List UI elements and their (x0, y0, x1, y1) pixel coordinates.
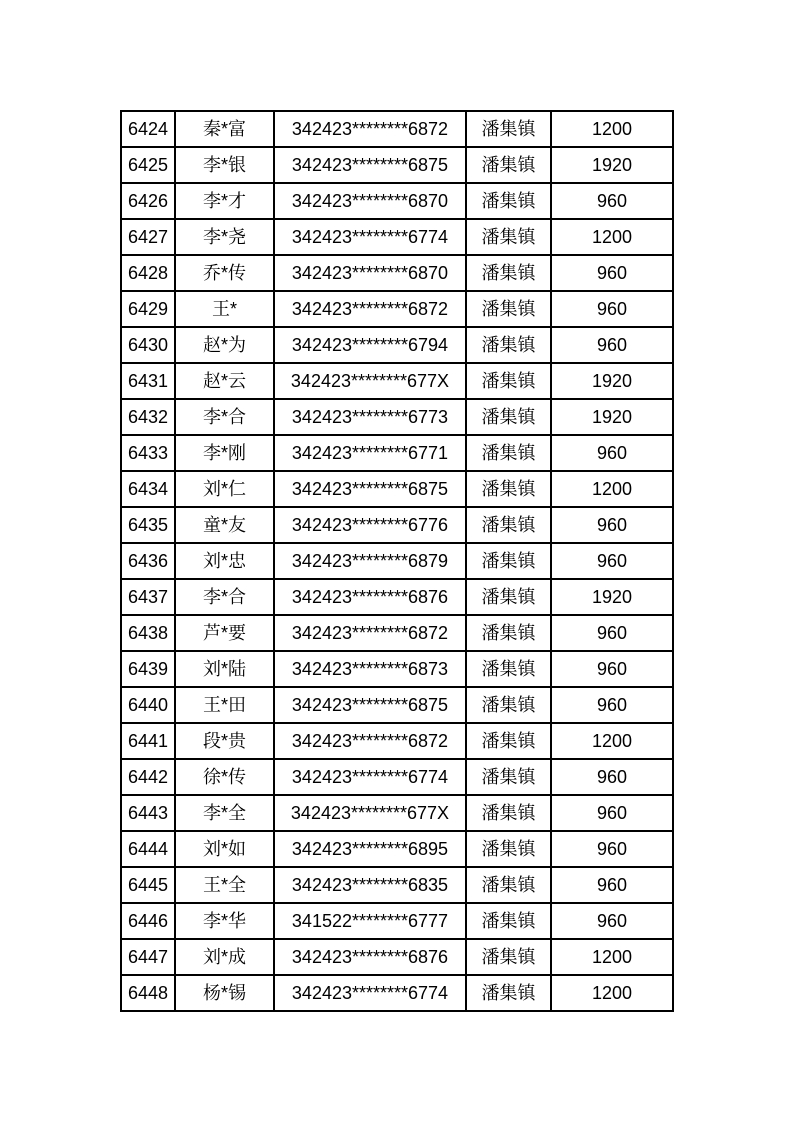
cell-serial: 6428 (121, 255, 175, 291)
cell-amount: 960 (551, 867, 673, 903)
cell-town: 潘集镇 (466, 399, 551, 435)
cell-id-number: 342423********6872 (274, 723, 466, 759)
cell-name: 刘*成 (175, 939, 274, 975)
cell-amount: 960 (551, 831, 673, 867)
cell-name: 童*友 (175, 507, 274, 543)
table-row (121, 291, 673, 327)
table-row (121, 543, 673, 579)
cell-id-number: 342423********6774 (274, 975, 466, 1011)
table-row (121, 399, 673, 435)
cell-amount: 960 (551, 615, 673, 651)
cell-town: 潘集镇 (466, 219, 551, 255)
cell-id-number: 342423********6872 (274, 111, 466, 147)
cell-serial: 6441 (121, 723, 175, 759)
cell-id-number: 342423********6875 (274, 147, 466, 183)
cell-name: 王*全 (175, 867, 274, 903)
cell-name: 李*合 (175, 579, 274, 615)
cell-serial: 6426 (121, 183, 175, 219)
cell-serial: 6446 (121, 903, 175, 939)
cell-name: 赵*云 (175, 363, 274, 399)
cell-serial: 6429 (121, 291, 175, 327)
cell-amount: 960 (551, 327, 673, 363)
table-row (121, 435, 673, 471)
table-row (121, 903, 673, 939)
cell-id-number: 342423********6771 (274, 435, 466, 471)
cell-name: 赵*为 (175, 327, 274, 363)
cell-town: 潘集镇 (466, 939, 551, 975)
cell-amount: 1920 (551, 579, 673, 615)
cell-serial: 6439 (121, 651, 175, 687)
cell-id-number: 342423********677X (274, 363, 466, 399)
cell-amount: 960 (551, 255, 673, 291)
cell-name: 杨*锡 (175, 975, 274, 1011)
cell-amount: 1920 (551, 363, 673, 399)
cell-amount: 960 (551, 903, 673, 939)
cell-town: 潘集镇 (466, 867, 551, 903)
cell-amount: 1200 (551, 219, 673, 255)
cell-amount: 1200 (551, 723, 673, 759)
table-row (121, 795, 673, 831)
table-row (121, 183, 673, 219)
table-row (121, 471, 673, 507)
cell-amount: 960 (551, 507, 673, 543)
beneficiary-table (120, 110, 674, 1012)
cell-serial: 6443 (121, 795, 175, 831)
table-row (121, 831, 673, 867)
cell-id-number: 342423********6879 (274, 543, 466, 579)
cell-town: 潘集镇 (466, 543, 551, 579)
table-row (121, 939, 673, 975)
cell-name: 秦*富 (175, 111, 274, 147)
cell-id-number: 342423********6872 (274, 291, 466, 327)
cell-amount: 960 (551, 291, 673, 327)
cell-serial: 6430 (121, 327, 175, 363)
cell-name: 李*银 (175, 147, 274, 183)
cell-serial: 6432 (121, 399, 175, 435)
cell-serial: 6442 (121, 759, 175, 795)
cell-id-number: 342423********6870 (274, 255, 466, 291)
cell-amount: 1200 (551, 471, 673, 507)
cell-serial: 6431 (121, 363, 175, 399)
cell-amount: 1200 (551, 111, 673, 147)
cell-serial: 6445 (121, 867, 175, 903)
cell-name: 刘*忠 (175, 543, 274, 579)
cell-town: 潘集镇 (466, 327, 551, 363)
cell-id-number: 342423********6895 (274, 831, 466, 867)
cell-town: 潘集镇 (466, 579, 551, 615)
cell-town: 潘集镇 (466, 975, 551, 1011)
cell-serial: 6447 (121, 939, 175, 975)
cell-id-number: 342423********6875 (274, 687, 466, 723)
table-row (121, 759, 673, 795)
cell-id-number: 342423********6776 (274, 507, 466, 543)
cell-amount: 960 (551, 183, 673, 219)
table-row (121, 615, 673, 651)
cell-serial: 6448 (121, 975, 175, 1011)
table-row (121, 111, 673, 147)
cell-town: 潘集镇 (466, 111, 551, 147)
cell-name: 徐*传 (175, 759, 274, 795)
cell-id-number: 342423********6873 (274, 651, 466, 687)
cell-id-number: 342423********6794 (274, 327, 466, 363)
cell-id-number: 342423********6774 (274, 759, 466, 795)
cell-town: 潘集镇 (466, 471, 551, 507)
cell-town: 潘集镇 (466, 255, 551, 291)
cell-name: 刘*如 (175, 831, 274, 867)
cell-amount: 960 (551, 687, 673, 723)
cell-serial: 6436 (121, 543, 175, 579)
cell-amount: 1920 (551, 147, 673, 183)
cell-town: 潘集镇 (466, 363, 551, 399)
cell-name: 王*田 (175, 687, 274, 723)
cell-town: 潘集镇 (466, 147, 551, 183)
cell-serial: 6435 (121, 507, 175, 543)
table-row (121, 363, 673, 399)
table-row (121, 255, 673, 291)
cell-town: 潘集镇 (466, 183, 551, 219)
cell-name: 李*合 (175, 399, 274, 435)
cell-id-number: 341522********6777 (274, 903, 466, 939)
cell-town: 潘集镇 (466, 291, 551, 327)
table-row (121, 867, 673, 903)
cell-name: 王* (175, 291, 274, 327)
cell-amount: 960 (551, 759, 673, 795)
cell-amount: 960 (551, 543, 673, 579)
cell-serial: 6438 (121, 615, 175, 651)
cell-id-number: 342423********6875 (274, 471, 466, 507)
cell-town: 潘集镇 (466, 795, 551, 831)
cell-serial: 6440 (121, 687, 175, 723)
cell-town: 潘集镇 (466, 723, 551, 759)
cell-name: 李*华 (175, 903, 274, 939)
cell-id-number: 342423********6872 (274, 615, 466, 651)
table-row (121, 219, 673, 255)
cell-town: 潘集镇 (466, 435, 551, 471)
table-row (121, 147, 673, 183)
table-body (121, 111, 673, 1011)
cell-name: 芦*要 (175, 615, 274, 651)
cell-name: 段*贵 (175, 723, 274, 759)
table-row (121, 579, 673, 615)
cell-serial: 6425 (121, 147, 175, 183)
cell-town: 潘集镇 (466, 615, 551, 651)
cell-serial: 6434 (121, 471, 175, 507)
cell-id-number: 342423********6835 (274, 867, 466, 903)
cell-amount: 960 (551, 651, 673, 687)
cell-serial: 6433 (121, 435, 175, 471)
cell-name: 李*尧 (175, 219, 274, 255)
cell-id-number: 342423********6773 (274, 399, 466, 435)
cell-town: 潘集镇 (466, 687, 551, 723)
table-row (121, 975, 673, 1011)
cell-amount: 1200 (551, 975, 673, 1011)
cell-id-number: 342423********6774 (274, 219, 466, 255)
cell-town: 潘集镇 (466, 507, 551, 543)
cell-amount: 960 (551, 795, 673, 831)
cell-town: 潘集镇 (466, 759, 551, 795)
cell-serial: 6437 (121, 579, 175, 615)
cell-amount: 1920 (551, 399, 673, 435)
table-row (121, 507, 673, 543)
cell-town: 潘集镇 (466, 651, 551, 687)
cell-town: 潘集镇 (466, 831, 551, 867)
cell-id-number: 342423********6876 (274, 939, 466, 975)
cell-id-number: 342423********6870 (274, 183, 466, 219)
cell-name: 刘*仁 (175, 471, 274, 507)
cell-name: 李*全 (175, 795, 274, 831)
cell-name: 刘*陆 (175, 651, 274, 687)
table-row (121, 651, 673, 687)
cell-name: 乔*传 (175, 255, 274, 291)
cell-name: 李*刚 (175, 435, 274, 471)
cell-serial: 6427 (121, 219, 175, 255)
cell-amount: 960 (551, 435, 673, 471)
cell-serial: 6444 (121, 831, 175, 867)
cell-id-number: 342423********677X (274, 795, 466, 831)
cell-name: 李*才 (175, 183, 274, 219)
cell-serial: 6424 (121, 111, 175, 147)
table-row (121, 327, 673, 363)
cell-amount: 1200 (551, 939, 673, 975)
cell-town: 潘集镇 (466, 903, 551, 939)
table-row (121, 687, 673, 723)
cell-id-number: 342423********6876 (274, 579, 466, 615)
table-row (121, 723, 673, 759)
